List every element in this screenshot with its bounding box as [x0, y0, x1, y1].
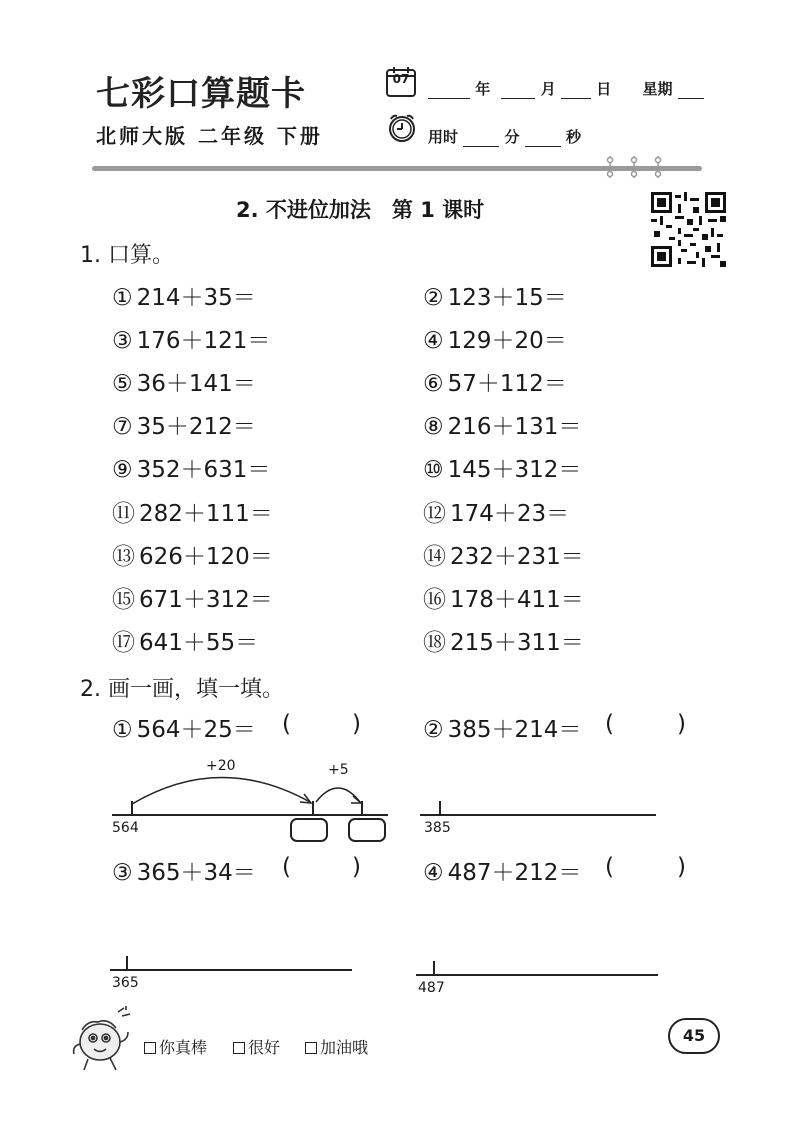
- number-line-tick: [312, 801, 314, 815]
- problem-expression: 216＋131＝: [447, 414, 582, 440]
- calendar-day: 07: [392, 72, 410, 86]
- problem-expression: 174＋23＝: [450, 501, 570, 527]
- problem-number: ①: [112, 717, 133, 743]
- number-line-4: [416, 974, 658, 976]
- answer-paren-close: ): [677, 854, 686, 880]
- rating-label: 很好: [248, 1038, 281, 1057]
- minutes-label: 分: [504, 128, 520, 146]
- seconds-label: 秒: [565, 128, 581, 146]
- mental-math-problem: [423, 495, 569, 528]
- number-line-tick: [131, 801, 133, 815]
- date-row: [428, 78, 704, 99]
- mental-math-problem: [112, 365, 256, 398]
- mental-math-problem: [423, 624, 584, 657]
- ring-binder-ornament: [598, 152, 668, 182]
- number-line-tick: [433, 961, 435, 975]
- mental-math-problem: [423, 581, 584, 614]
- answer-paren-open: (: [605, 854, 614, 880]
- weekday-label: 星期: [642, 80, 673, 98]
- year-blank[interactable]: [428, 98, 470, 99]
- mental-math-problem: [112, 538, 273, 571]
- problem-expression: 178＋411＝: [450, 587, 584, 613]
- problem-number: ⑪: [112, 501, 135, 527]
- problem-number: ⑫: [423, 501, 446, 527]
- day-blank[interactable]: [561, 98, 591, 99]
- number-line-start-label: 365: [112, 975, 139, 991]
- mental-math-problem: [112, 624, 258, 657]
- rating-label: 加油哦: [320, 1038, 369, 1057]
- problem-number: ⑨: [112, 457, 133, 483]
- number-line-1: [112, 814, 388, 816]
- minutes-blank[interactable]: [463, 146, 499, 147]
- mental-math-problem: [112, 451, 270, 484]
- mental-math-problem: [112, 408, 256, 441]
- section-2-heading: 2. 画一画，填一填。: [80, 677, 284, 702]
- problem-number: ⑥: [423, 371, 444, 397]
- jump-label-20: +20: [206, 758, 236, 774]
- seconds-blank[interactable]: [525, 146, 561, 147]
- problem-number: ④: [423, 860, 444, 886]
- problem-expression: 626＋120＝: [139, 544, 273, 570]
- answer-paren-open: (: [282, 854, 291, 880]
- problem-expression: 129＋20＝: [447, 328, 567, 354]
- number-line-2: [420, 814, 656, 816]
- section-1-heading: 1. 口算。: [80, 243, 174, 268]
- time-label: 用时: [428, 128, 459, 146]
- draw-problem-2: [423, 711, 581, 744]
- year-label: 年: [475, 80, 491, 98]
- number-line-tick: [361, 801, 363, 815]
- day-label: 日: [596, 80, 612, 98]
- mental-math-problem: [112, 322, 270, 355]
- answer-paren-close: ): [677, 711, 686, 737]
- problem-expression: 671＋312＝: [139, 587, 273, 613]
- rating-option-keep-going[interactable]: [305, 1035, 368, 1058]
- problem-expression: 564＋25＝: [136, 717, 256, 743]
- answer-paren-close: ): [352, 854, 361, 880]
- month-blank[interactable]: [501, 98, 535, 99]
- rating-checkbox[interactable]: [233, 1042, 245, 1054]
- problem-expression: 641＋55＝: [139, 630, 259, 656]
- jump-label-5: +5: [328, 762, 349, 778]
- problem-expression: 282＋111＝: [139, 501, 273, 527]
- answer-blank-1[interactable]: [292, 711, 350, 739]
- mental-math-problem: [423, 279, 567, 312]
- month-label: 月: [540, 80, 556, 98]
- rating-option-great[interactable]: [144, 1035, 207, 1058]
- problem-number: ⑬: [112, 544, 135, 570]
- answer-paren-open: (: [282, 711, 291, 737]
- problem-expression: 123＋15＝: [447, 285, 567, 311]
- mental-math-problem: [112, 495, 273, 528]
- rating-option-good[interactable]: [233, 1035, 280, 1058]
- weekday-blank[interactable]: [678, 98, 704, 99]
- answer-blank-2[interactable]: [615, 711, 675, 739]
- mental-math-problem: [423, 365, 567, 398]
- problem-number: ⑩: [423, 457, 444, 483]
- alarm-clock-icon: [386, 112, 418, 144]
- problem-expression: 57＋112＝: [447, 371, 567, 397]
- number-line-start-label: 487: [418, 980, 445, 996]
- mental-math-problem: [112, 279, 256, 312]
- qr-code-icon[interactable]: [651, 192, 726, 267]
- problem-number: ⑦: [112, 414, 133, 440]
- problem-number: ⑱: [423, 630, 446, 656]
- problem-expression: 487＋212＝: [447, 860, 582, 886]
- draw-problem-4: [423, 854, 581, 887]
- mascot-icon: [68, 1002, 138, 1074]
- answer-blank-4[interactable]: [615, 854, 675, 882]
- mental-math-problem: [423, 408, 581, 441]
- problem-number: ②: [423, 285, 444, 311]
- answer-blank-3[interactable]: [292, 854, 350, 882]
- problem-expression: 365＋34＝: [136, 860, 256, 886]
- mental-math-problem: [423, 538, 584, 571]
- mental-math-problem: [112, 581, 273, 614]
- problem-number: ⑰: [112, 630, 135, 656]
- problem-expression: 145＋312＝: [447, 457, 582, 483]
- problem-expression: 232＋231＝: [450, 544, 584, 570]
- time-row: [428, 126, 581, 147]
- lesson-title: 2. 不进位加法 第 1 课时: [236, 198, 485, 222]
- problem-number: ②: [423, 717, 444, 743]
- answer-paren-close: ): [352, 711, 361, 737]
- problem-expression: 352＋631＝: [136, 457, 271, 483]
- problem-number: ①: [112, 285, 133, 311]
- problem-number: ④: [423, 328, 444, 354]
- problem-number: ⑭: [423, 544, 446, 570]
- problem-expression: 35＋212＝: [136, 414, 256, 440]
- edition-label: 北师大版 二年级 下册: [96, 124, 323, 148]
- number-line-tick: [126, 956, 128, 970]
- number-line-3: [110, 969, 352, 971]
- rating-checkbox[interactable]: [305, 1042, 317, 1054]
- problem-number: ⑧: [423, 414, 444, 440]
- number-line-start-label: 385: [424, 820, 451, 836]
- answer-paren-open: (: [605, 711, 614, 737]
- draw-problem-3: [112, 854, 256, 887]
- mental-math-problem: [423, 451, 581, 484]
- page-number: 45: [668, 1018, 720, 1054]
- problem-expression: 215＋311＝: [450, 630, 584, 656]
- draw-problem-1: [112, 711, 256, 744]
- number-line-tick: [439, 801, 441, 815]
- answer-box-1[interactable]: [290, 818, 328, 842]
- problem-expression: 176＋121＝: [136, 328, 271, 354]
- problem-number: ⑤: [112, 371, 133, 397]
- problem-number: ③: [112, 328, 133, 354]
- problem-expression: 385＋214＝: [447, 717, 582, 743]
- problem-number: ③: [112, 860, 133, 886]
- rating-checkbox[interactable]: [144, 1042, 156, 1054]
- problem-expression: 36＋141＝: [136, 371, 256, 397]
- problem-expression: 214＋35＝: [136, 285, 256, 311]
- number-line-start-label: 564: [112, 820, 139, 836]
- brand-title: 七彩口算题卡: [96, 74, 306, 114]
- problem-number: ⑮: [112, 587, 135, 613]
- answer-box-2[interactable]: [348, 818, 386, 842]
- problem-number: ⑯: [423, 587, 446, 613]
- rating-label: 你真棒: [159, 1038, 208, 1057]
- mental-math-problem: [423, 322, 567, 355]
